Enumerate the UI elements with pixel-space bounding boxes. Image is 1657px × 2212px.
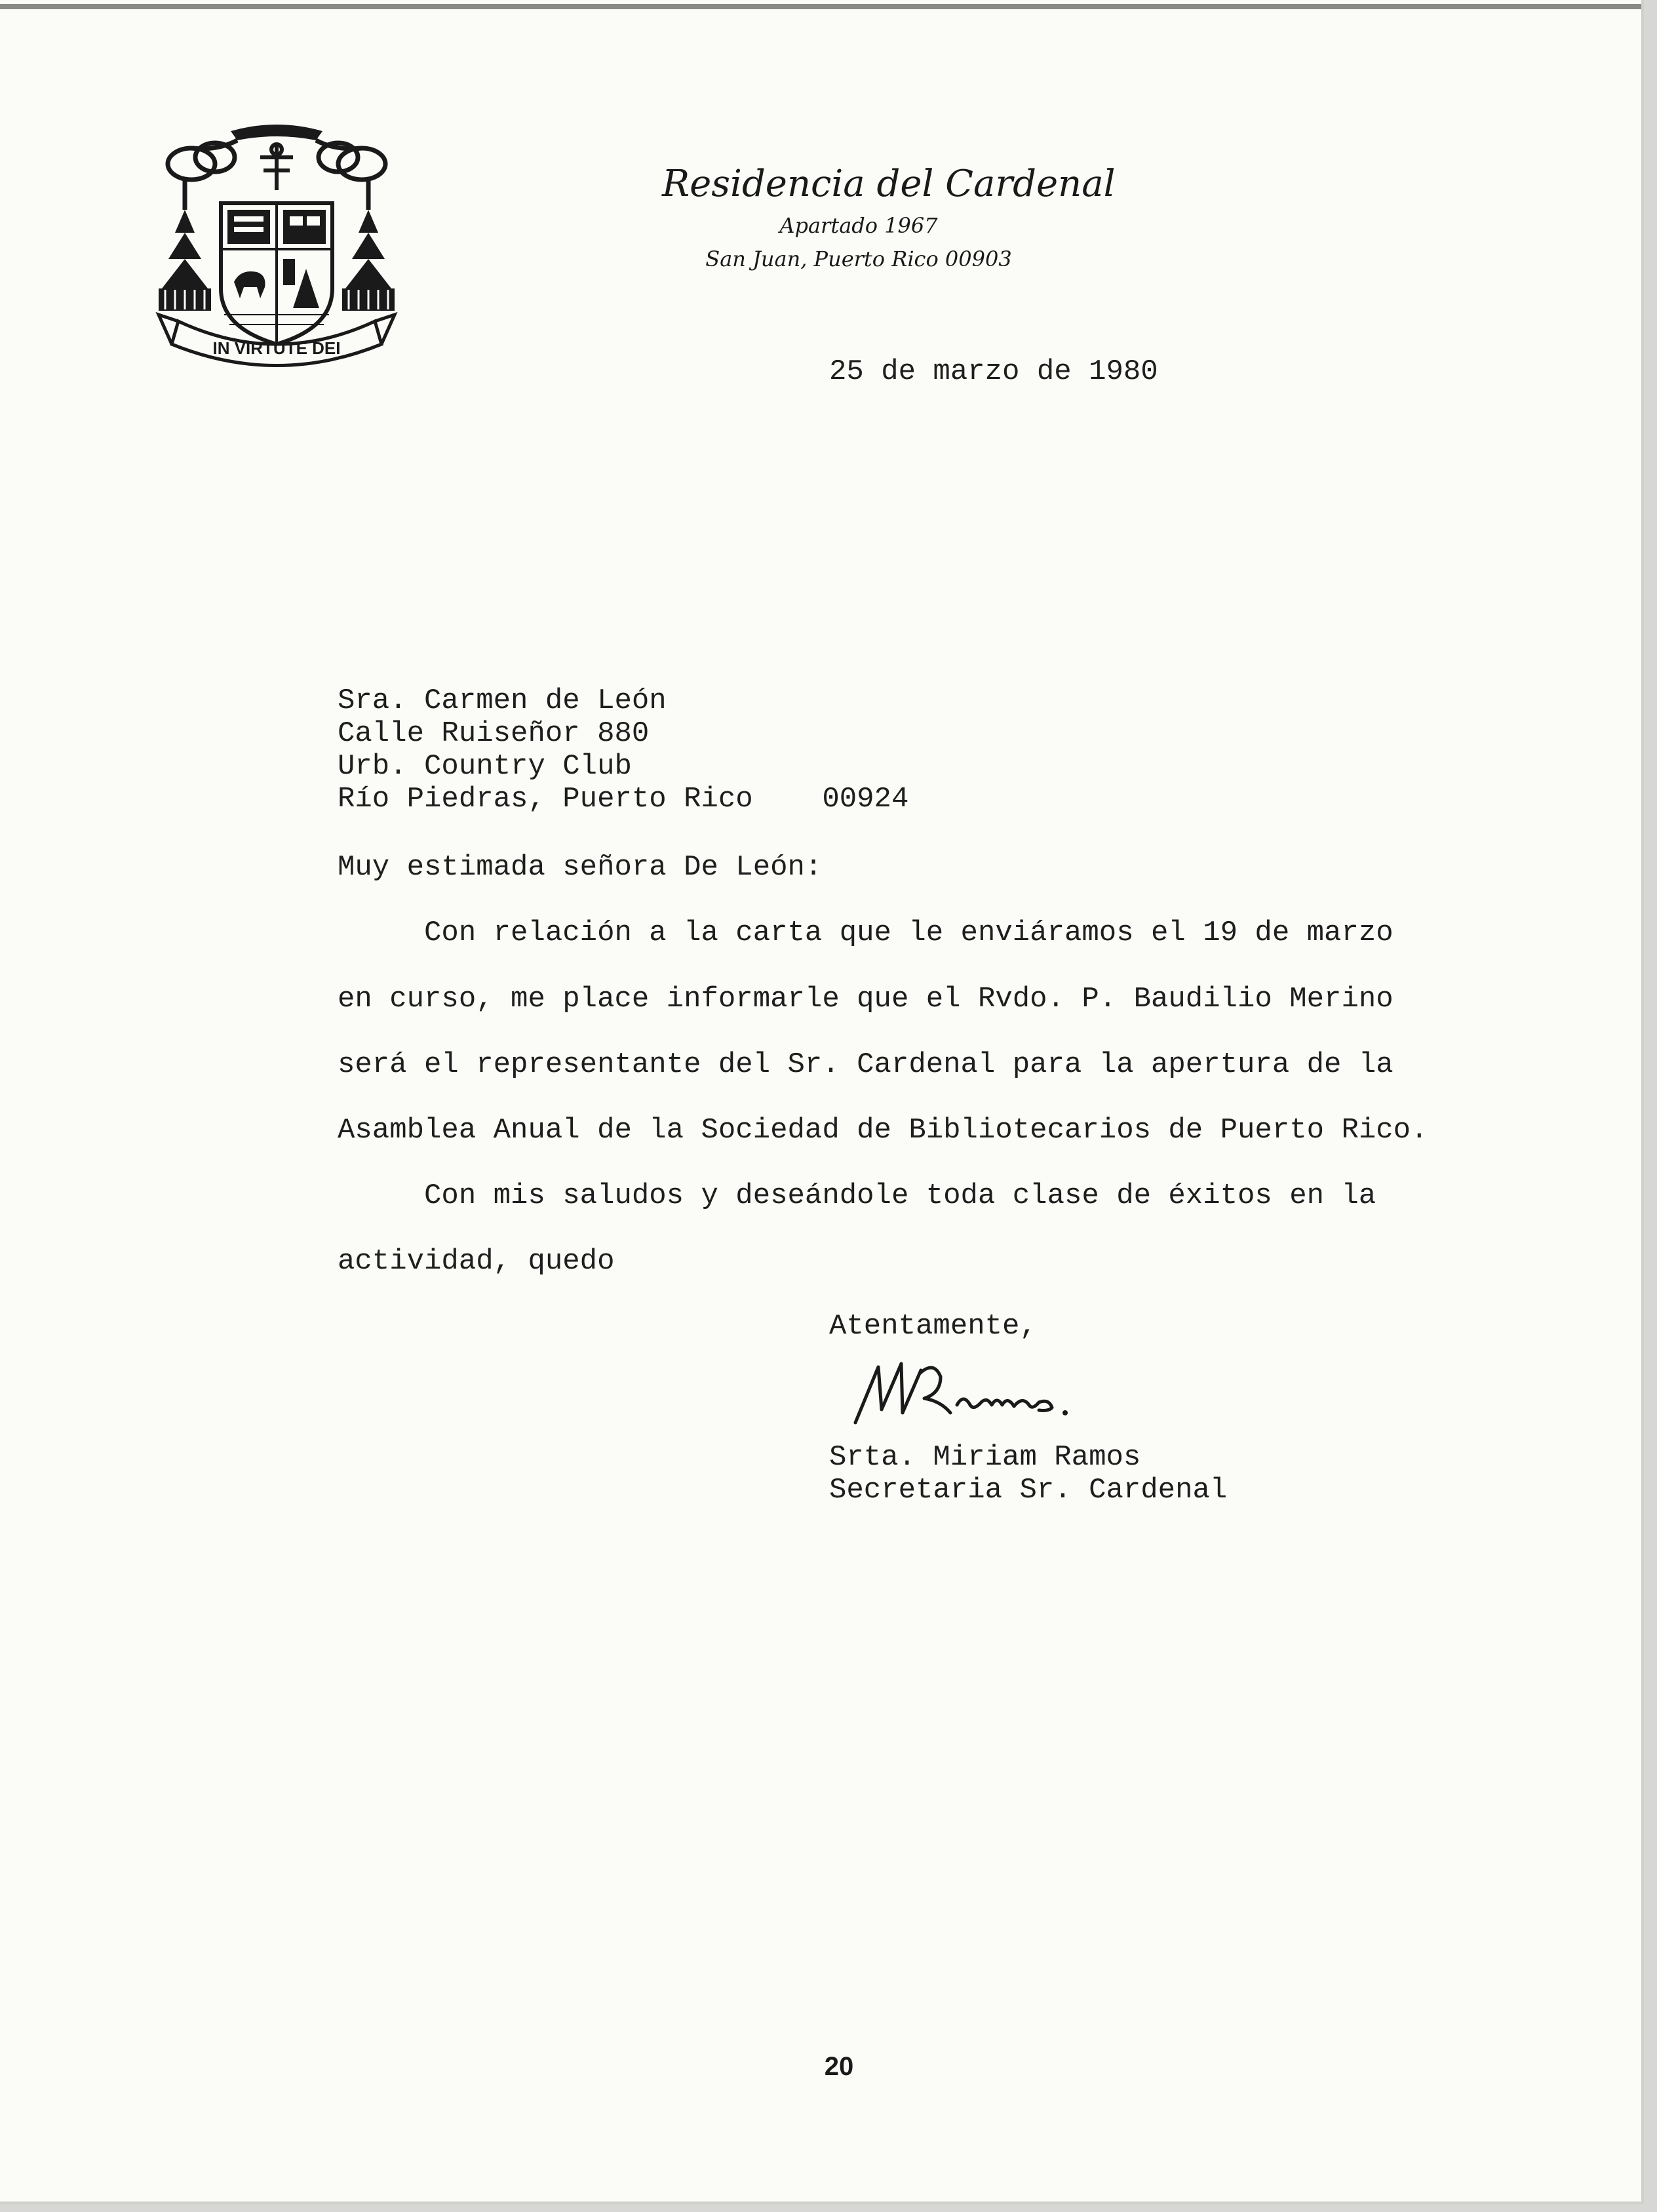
letterhead-city: San Juan, Puerto Rico 00903 [705, 247, 1012, 271]
recipient-line: Urb. Country Club [338, 750, 632, 783]
salutation: Muy estimada señora De León: [338, 851, 823, 884]
body-line: Con mis saludos y deseándole toda clase de éxitos en la [338, 1179, 1376, 1212]
closing: Atentamente, [829, 1310, 1037, 1343]
scan-edge-line [0, 4, 1641, 9]
body-line: será el representante del Sr. Cardenal para la apertura de la [338, 1048, 1394, 1081]
recipient-line: Río Piedras, Puerto Rico 00924 [338, 783, 909, 816]
body-line: Con relación a la carta que le enviáramos el 19 de marzo [338, 917, 1394, 949]
body-line: actividad, quedo [338, 1245, 615, 1278]
motto-text: IN VIRTUTE DEI [212, 338, 341, 358]
signer-title: Secretaria Sr. Cardenal [829, 1474, 1228, 1507]
recipient-line: Sra. Carmen de León [338, 684, 667, 717]
letter-date: 25 de marzo de 1980 [829, 355, 1158, 388]
body-line: Asamblea Anual de la Sociedad de Bibliotecarios de Puerto Rico. [338, 1114, 1428, 1147]
handwritten-signature [842, 1347, 1091, 1432]
body-line: en curso, me place informarle que el Rvdo. P. Baudilio Merino [338, 983, 1394, 1016]
letterhead-name: Residencia del Cardenal [662, 163, 1116, 205]
cardinal-coat-of-arms-icon [152, 118, 401, 380]
recipient-line: Calle Ruiseñor 880 [338, 717, 650, 750]
page-number: 20 [824, 2052, 854, 2081]
signer-name: Srta. Miriam Ramos [829, 1441, 1141, 1474]
letterhead-po-box: Apartado 1967 [779, 213, 938, 238]
